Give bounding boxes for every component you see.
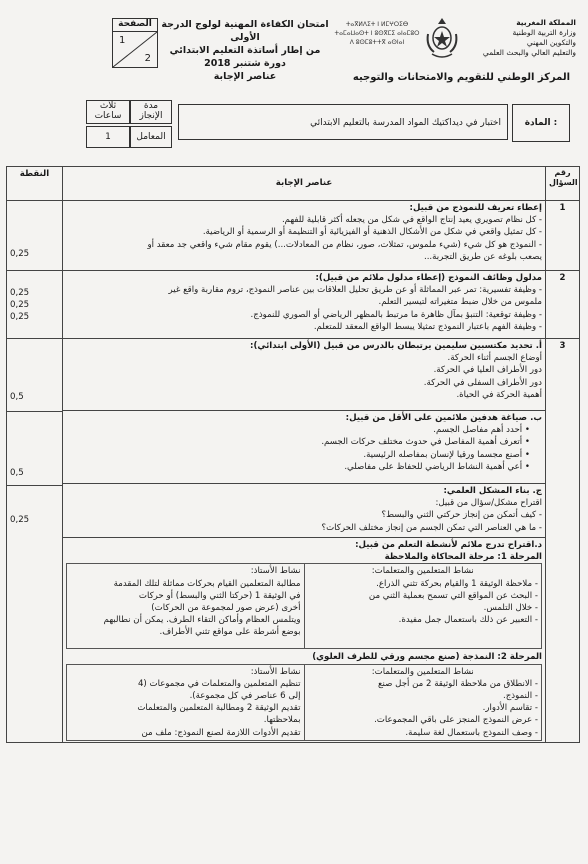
exam-frame: من إطار أساتذة التعليم الابتدائي	[169, 45, 321, 56]
q3d-block	[63, 538, 545, 742]
stage1-teacher-line: بوضع أشرطة على مواقع تثني الأطراف.	[159, 627, 301, 638]
stage2-teacher-cell	[67, 664, 305, 740]
stage1-learner-cell	[304, 564, 542, 649]
q3b-item: • أحدد أهم مفاصل الجسم.	[66, 424, 530, 436]
duration-label: مدة الإنجاز	[130, 100, 172, 124]
stage2-teacher-line: تنظيم المتعلمين والمتعلمات في مجموعات (4	[137, 678, 301, 689]
q2-point: 0,25	[10, 300, 30, 311]
page-total: 2	[144, 53, 151, 64]
q3b-item: • أعي أهمية النشاط الرياضي للحفاظ على مفاصلي.	[66, 461, 530, 473]
col-points-header: النقطة	[7, 167, 63, 201]
q3c-line: - كيف أتمكن من إنجاز حركتي الثني والبسط؟	[381, 510, 542, 521]
stage2-teacher-line: إلى 6 عناصر في كل مجموعة).	[189, 691, 301, 702]
page-label: الصفحة	[113, 19, 157, 32]
stage2-table	[66, 664, 542, 741]
stage1-teacher-line: ويتلمس العظام وأماكن التقاء الطرف. يمكن أن نطالبهم	[103, 615, 301, 626]
ministry-line: وزارة التربية الوطنية	[512, 28, 576, 37]
q2-point: 0,25	[10, 288, 30, 298]
stage2-learner-item: - وصف النموذج باستعمال لغة سليمة.	[308, 727, 539, 739]
ministry-line: والتعليم العالي والبحث العلمي	[482, 48, 576, 57]
q1-line: يصعب بلوغه عن طريق التجربة...	[423, 251, 542, 262]
q3b-points: 0,5	[10, 467, 24, 478]
q1-points: 0,25	[7, 201, 63, 271]
q3a-points: 0,5	[10, 391, 24, 402]
q3c-sub: اقتراح مشكل/سؤال من قبيل:	[435, 498, 542, 509]
stage2-learner-item: - الانطلاق من ملاحظة الوثيقة 2 من أجل صنع	[308, 678, 539, 690]
page-number-box	[112, 18, 158, 68]
q2-line: - وظيفة توقعية: التنبؤ بمآل ظاهرة ما مرتبط بالمظهر الرياضي أو الصوري للنموذج.	[250, 309, 542, 320]
q3c-points: 0,25	[10, 514, 30, 525]
q3c-points-cell	[7, 486, 62, 540]
q3a-block	[63, 339, 545, 411]
q2-title: مدلول وظائف النموذج (إعطاء مدلول ملائم من قبيل):	[315, 273, 542, 283]
exam-session: دورة شتنبر 2018	[204, 58, 286, 69]
q2-number: 2	[546, 271, 580, 339]
exam-title-block	[160, 18, 330, 83]
q3b-title: ب. صياغة هدفين ملائمين على الأقل من قبيل:	[345, 413, 542, 423]
tifinagh-line: ⵜⴰⴳⵍⴷⵉⵜ ⵏ ⵍⵎⵖⵔⵉⴱ	[345, 21, 409, 28]
q3a-line: أوضاع الجسم أثناء الحركة.	[447, 353, 542, 364]
coef-label: المعامل	[130, 126, 172, 148]
stage2-row	[67, 664, 542, 740]
stage2-teacher-line: تقديم الوثيقة 2 ومطالبة المتعلمين والمتعلمات	[137, 703, 301, 714]
stage2-learner-item: - عرض النموذج المنجز على باقي المجموعات.	[308, 714, 539, 726]
tifinagh-line: ⴷ ⵓⵙⵎⵓⵜⵜⴳ ⴰⵙⵏⴰⵏ	[349, 39, 405, 46]
q3c-block	[63, 484, 545, 538]
q2-answer	[63, 271, 546, 339]
stage1-row	[67, 564, 542, 649]
q1-line: - النموذج هو كل شيء (شيء ملموس، تمثلات، صور، نظام من المعادلات...) يقوم مقام شيء واقعي جد معقد أو	[147, 239, 542, 250]
tifinagh-block	[334, 20, 420, 47]
info-bar	[18, 100, 570, 148]
stage2-teacher-title: نشاط الأستاذ:	[250, 666, 301, 677]
stage2-learner-text: النموذج.	[503, 691, 533, 702]
answer-table	[6, 166, 580, 743]
duration-value: ثلاث ساعات	[86, 100, 130, 124]
question-row-3	[7, 339, 580, 743]
q3a-title: أ. تحديد مكتسبين سليمين يرتبطان بالدرس من قبيل (الأولى ابتدائي):	[250, 341, 542, 351]
q3c-title: ج. بناء المشكل العلمي:	[443, 486, 542, 496]
q1-number: 1	[546, 201, 580, 271]
ministry-line: والتكوين المهني	[526, 38, 576, 47]
question-row-1	[7, 201, 580, 271]
stage2-learner-item: - تقاسم الأدوار.	[308, 702, 539, 714]
center-name: المركز الوطني للتقويم والامتحانات والتوجيه	[352, 72, 570, 83]
q3b-list	[66, 424, 542, 473]
stage2-teacher-line: بملاحظتها.	[263, 715, 301, 726]
q3d-title: د.اقتراح تدرج ملائم لأنشطة التعلم من قبيل:	[355, 540, 542, 550]
q3a-line: أهمية الحركة في الحياة.	[456, 389, 542, 400]
stage1-learner-item: - ملاحظة الوثيقة 1 والقيام بحركة تثني الذراع.	[308, 578, 539, 590]
kingdom-name: المملكة المغربية	[516, 18, 576, 27]
q3b-item: • أتعرف أهمية المفاصل في حدوث مختلف حركات الجسم.	[66, 436, 530, 448]
stage1-teacher-line: في الوثيقة 1 (حركتا الثني والبسط) أو حركات	[138, 590, 301, 601]
stage1-table	[66, 563, 542, 649]
subject-value: اختبار في ديداكتيك المواد المدرسة بالتعليم الابتدائي	[178, 104, 508, 140]
stage2-learner-title: نشاط المتعلمين والمتعلمات:	[371, 666, 474, 677]
page-header	[8, 12, 580, 98]
ministry-block	[476, 18, 576, 58]
stage2-learner-list	[308, 678, 539, 739]
q3b-points-cell	[7, 412, 62, 486]
stage1-teacher-cell	[67, 564, 305, 649]
page-current: 1	[119, 35, 126, 46]
q3a-line: دور الأطراف السفلى في الحركة.	[423, 377, 542, 388]
kingdom-emblem-icon	[424, 16, 460, 60]
q1-line: - كل نظام تصويري يعيد إنتاج الواقع في شكل من يجعله أكثر قابلية للفهم.	[281, 215, 542, 226]
table-header-row	[7, 167, 580, 201]
stage1-learner-list	[308, 578, 539, 627]
q2-points	[7, 271, 63, 339]
q3b-block	[63, 411, 545, 484]
col-answer-header: عناصر الإجابة	[63, 167, 546, 201]
q2-line: - وظيفة تفسيرية: تمر عبر المماثلة أو عن طريق تحليل العلاقات بين عناصر النموذج، تروم مقاربة واقع غير	[168, 285, 542, 296]
stage1-learner-item: - البحث عن المواقع التي تسمح بعملية الثني من	[308, 590, 539, 602]
stage1-learner-text: خلال التلمس.	[483, 603, 533, 614]
tifinagh-line: ⵜⴰⵎⴰⵡⴰⵙⵜ ⵏ ⵓⵙⴳⵎⵉ ⴰⵏⴰⵎⵓⵔ	[334, 30, 420, 37]
q3a-points-cell	[7, 339, 62, 412]
q1-line: - كل تمثيل واقعي في شكل من الأشكال الذهنية أو الفيزيائية أو التنظيمة أو الرسمية أو الرياضية.	[202, 227, 542, 238]
stage2-learner-item	[308, 690, 539, 702]
question-row-2	[7, 271, 580, 339]
q2-line: ملموس من خلال ضبط متغيراته لتيسير التعلم.	[378, 297, 542, 308]
q1-answer	[63, 201, 546, 271]
q2-point: 0,25	[10, 312, 30, 323]
stage1-teacher-title: نشاط الأستاذ:	[250, 566, 301, 577]
stage1-teacher-line: مطالبة المتعلمين القيام بحركات مماثلة لتلك المقدمة	[113, 578, 301, 589]
q3b-item: • أصنع مجسما ورقيا لإنسان بمفاصله الرئيسية.	[66, 449, 530, 461]
q3-points	[7, 339, 63, 743]
q3a-line: دور الأطراف العليا في الحركة.	[433, 365, 542, 376]
stage1-title: المرحلة 1: مرحلة المحاكاة والملاحظة	[384, 552, 542, 563]
exam-title: امتحان الكفاءة المهنية لولوج الدرجة الأولى	[161, 19, 329, 43]
stage2-title: المرحلة 2: النمذجة (صنع مجسم ورقي للطرف العلوي)	[312, 652, 542, 663]
subject-label: المادة :	[512, 104, 570, 142]
coef-value: 1	[86, 126, 130, 148]
q1-title: إعطاء تعريف للنموذج من قبيل:	[409, 203, 542, 213]
q3-answer	[63, 339, 546, 743]
q3c-line: - ما هي العناصر التي تمكن الجسم من إنجاز مختلف الحركات؟	[321, 522, 542, 533]
stage2-teacher-line: تقديم الأدوات اللازمة لصنع النموذج: ملف من	[141, 727, 301, 738]
stage1-teacher-line: أخرى (عرض صور لمجموعة من الحركات)	[151, 603, 301, 614]
stage1-learner-item	[308, 602, 539, 614]
q2-line: - وظيفة الفهم باعتبار النموذج تمثيلا يبسط الواقع المعقد للمتعلم.	[313, 321, 542, 332]
doc-type: عناصر الإجابة	[213, 71, 277, 82]
stage1-learner-item: - التعبير عن ذلك باستعمال جمل مفيدة.	[308, 614, 539, 626]
col-qnum-header: رقم السؤال	[546, 167, 580, 201]
q3-number: 3	[546, 339, 580, 743]
stage1-learner-title: نشاط المتعلمين والمتعلمات:	[371, 566, 474, 577]
stage2-learner-cell	[304, 664, 542, 740]
